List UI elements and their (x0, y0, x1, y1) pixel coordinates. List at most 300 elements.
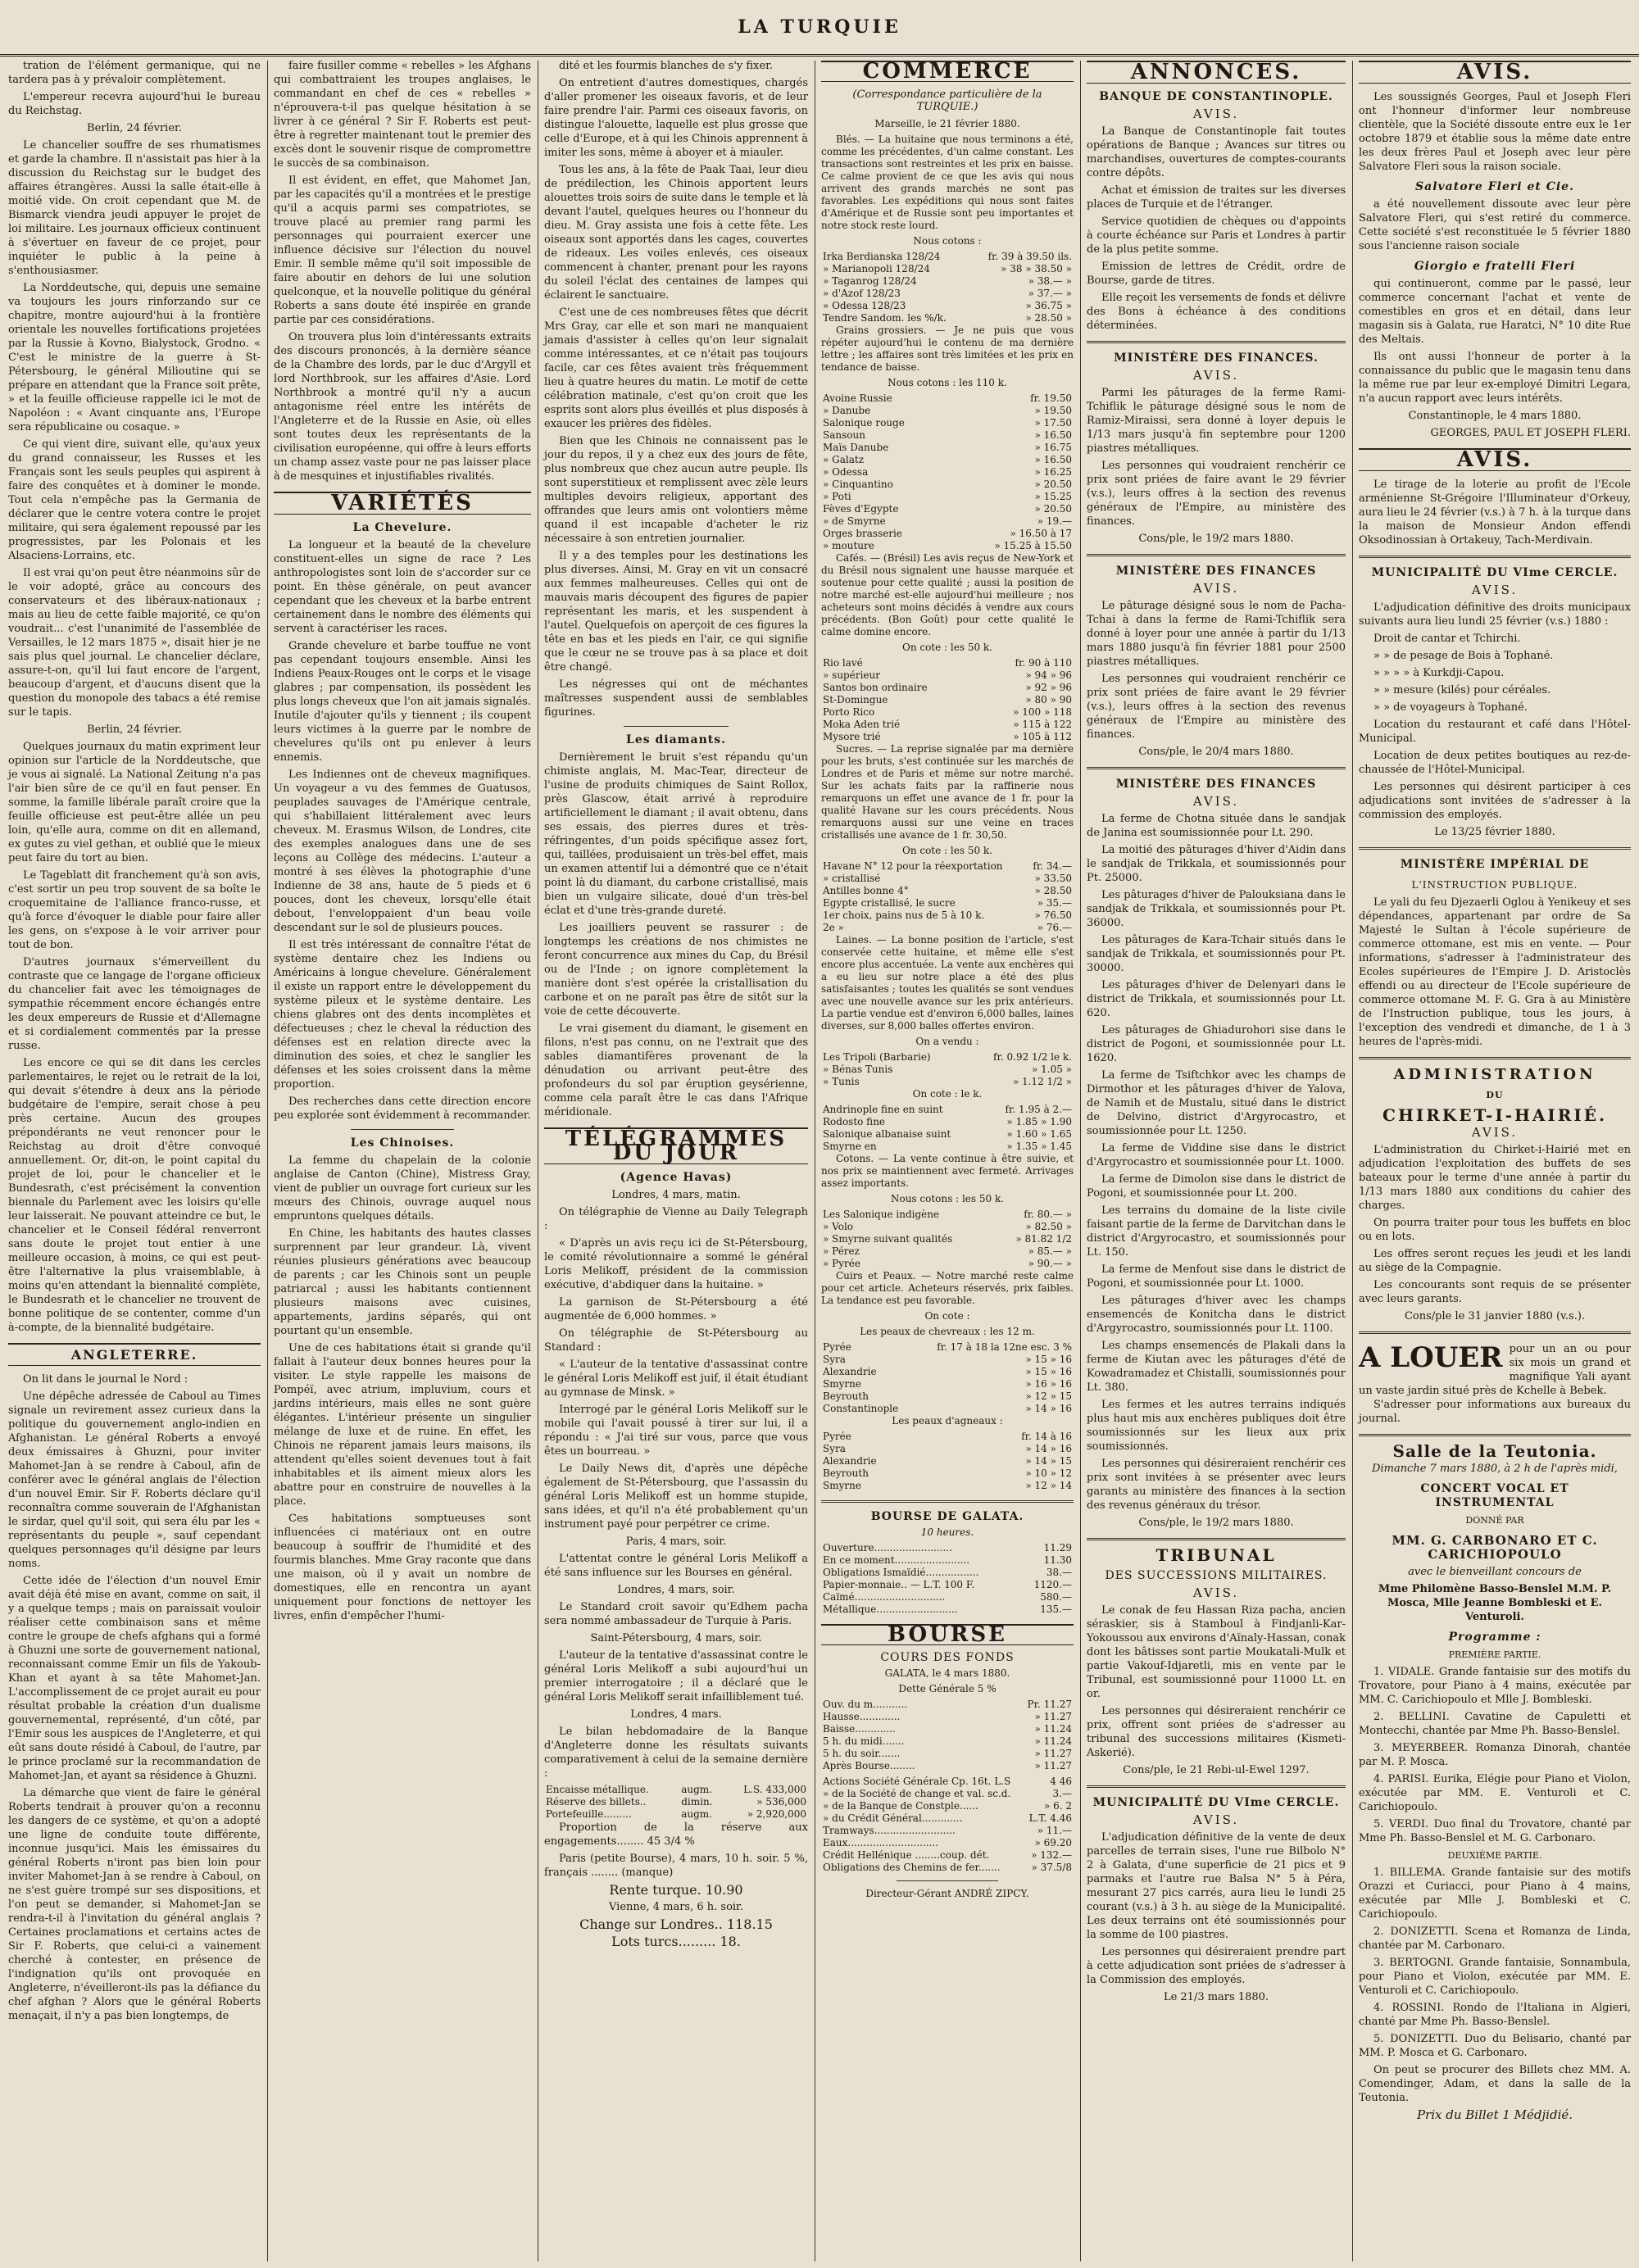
bank-direction: dimin. (681, 1796, 713, 1808)
list-item: Les pâturages d'hiver de Palouksiana dans le sandjak de Trikkala, et soumissionnés pour Pt. 36000. (1087, 889, 1346, 929)
row-label: Salonique albanaise suint (823, 1128, 951, 1140)
section-heading-bourse: BOURSE (821, 1624, 1074, 1645)
row-value: » 82.50 » (1025, 1221, 1072, 1232)
row-label: Orges brasserie (823, 528, 902, 539)
row-value: » 81.82 1/2 (1015, 1233, 1072, 1245)
table-row (821, 1455, 1074, 1467)
table-row (544, 1784, 808, 1796)
row-value: » 69.20 (1034, 1837, 1072, 1848)
paragraph: Ces habitations somptueuses sont influencées ci matériaux ont en outre beaucoup à souffrir de l'humidité et des fourmis blanches. Mme Gray raconte que dans une maison, où il y avait un nombre de domestiques, elle en rencontra un ayant uniquement pour fonctions de nettoyer les livres, enfin d'empêcher l'humi- (274, 1513, 531, 1622)
paragraph: Le yali du feu Djezaerli Oglou à Yenikeuy et ses dépendances, appartenant par ordre de Sa Majesté le Sultan à l'école supérieure de commerce ottomane, est mis en vente. — Pour informations, s'adresser à l'administrateur des Ecoles supérieures de l'Empire J. D. Aristoclès effendi ou au directeur de l'Ecole supérieure de commerce ottomane M. F. G. Gra à au Ministère de l'Instruction publique, tous les jours, à l'exception des vendredi et dimanche, de 1 à 3 heures de l'après-midi. (1359, 896, 1631, 1048)
table-row (821, 1760, 1074, 1772)
row-label: » Taganrog 128/24 (823, 275, 917, 287)
concert-performers: MM. G. CARBONARO ET C. CARICHIOPOULO (1392, 1533, 1598, 1562)
row-value: » 14 » 16 (1025, 1403, 1072, 1414)
row-label: » Pyrée (823, 1258, 860, 1269)
dateline: Londres, 4 mars, soir. (617, 1584, 735, 1596)
subheading-cours: COURS DES FONDS (880, 1651, 1015, 1664)
row-value: 1120.— (1033, 1579, 1072, 1590)
table-row (821, 706, 1074, 719)
paragraph: On télégraphie de Vienne au Daily Telegraph : (544, 1206, 808, 1232)
table-row (821, 540, 1074, 552)
row-label: » Cinquantino (823, 479, 893, 490)
row-value: » 1.12 1/2 » (1012, 1076, 1072, 1087)
notice-date: Cons/ple, le 20/4 mars 1880. (1138, 746, 1294, 758)
avis-label: AVIS. (1192, 581, 1240, 596)
table-row (821, 1104, 1074, 1116)
price-table-cafes (821, 657, 1074, 743)
divider (821, 1500, 1074, 1503)
row-value: » 80 » 90 (1025, 694, 1072, 705)
row-label: » Smyrne suivant qualités (823, 1233, 953, 1245)
row-value: 4 46 (1050, 1776, 1072, 1787)
paragraph: Le pâturage désigné sous le nom de Pacha-Tchai à dans la ferme de Rami-Tchiflik sera donné à loyer pour une année à partir du 1/13 mars 1880 jusqu'à fin février 1881 pour 2500 piastres métalliques. (1087, 600, 1346, 668)
paragraph: Proportion de la réserve aux engagements........ 45 3/4 % (544, 1821, 808, 1848)
table-row (821, 1748, 1074, 1760)
list-item: 4. PARISI. Eurika, Elégie pour Piano et Violon, exécutée par MM. E. Venturoli et C. Carichiopoulo. (1359, 1773, 1631, 1813)
paragraph: Grande chevelure et barbe touffue ne vont pas cependant toujours ensemble. Ainsi les Indiens Peaux-Rouges ont le corps et le visage glabres ; par compensation, ils possèdent les plus longs cheveux que l'on ait jamais signalés. Inutile d'ajouter qu'ils y tiennent ; ils coupent leurs victimes à la guerre par le nombre de chevelures qu'ils ont pu enlever à leurs ennemis. (274, 640, 531, 764)
programme-list-2 (1359, 1866, 1631, 2060)
row-label: Les Salonique indigène (823, 1209, 940, 1220)
notice-title-salle: Salle de la Teutonia. (1392, 1441, 1597, 1461)
bank-value: » 2,920,000 (747, 1808, 806, 1820)
dateline: Saint-Pétersbourg, 4 mars, soir. (590, 1632, 762, 1644)
table-row (821, 1776, 1074, 1788)
rente-turque: Rente turque. 10.90 (609, 1882, 743, 1898)
notice-title-chirket: CHIRKET-I-HAIRIÉ. (1382, 1105, 1607, 1125)
row-label: Actions Société Générale Cp. 16t. L.S (823, 1776, 1011, 1787)
row-value: » 90.— » (1028, 1258, 1072, 1269)
notice-date: Cons/ple, le 21 Rebi-ul-Ewel 1297. (1123, 1764, 1310, 1776)
row-label: Havane N° 12 pour la réexportation (823, 860, 1003, 872)
list-item: » » mesure (kilés) pour céréales. (1373, 684, 1551, 696)
table-row (821, 417, 1074, 429)
paragraph: Parmi les pâturages de la ferme Rami-Tchiflik le pâturage désigné sous le nom de Ramiz-Miraissi, sera donné à loyer depuis le 1/13 mars jusqu'à fin septembre pour 1200 piastres métalliques. (1087, 387, 1346, 455)
row-label: » Poti (823, 491, 851, 502)
notice-date: Cons/ple, le 19/2 mars 1880. (1138, 1517, 1294, 1529)
table-row (821, 1862, 1074, 1874)
paragraph: Les soussignés Georges, Paul et Joseph Fleri ont l'honneur d'informer leur nombreuse clientèle, que la Société dissoute entre eux le 1er octobre 1879 et établie sous la même date entre les deux frères Paul et Joseph avec leur père Salvatore Fleri sous la raison sociale. (1359, 91, 1631, 173)
row-label: Baisse............. (823, 1723, 896, 1735)
section-heading-commerce: COMMERCE (821, 61, 1074, 82)
table-row (821, 1711, 1074, 1723)
table-row (821, 1051, 1074, 1064)
list-item: La ferme de Chotna située dans le sandjak de Janina est soumissionnée pour Lt. 290. (1087, 813, 1346, 839)
table-row (821, 1467, 1074, 1480)
table-row (821, 251, 1074, 263)
row-label: » de Smyrne (823, 515, 886, 527)
row-label: Smyrne (823, 1378, 861, 1390)
row-value: » 15.25 (1034, 491, 1072, 502)
table-row (821, 1221, 1074, 1233)
row-value: » 38 » 38.50 » (1001, 263, 1072, 274)
louer-heading: A LOUER (1359, 1342, 1503, 1374)
row-label: » d'Azof 128/23 (823, 288, 901, 299)
row-value: » 100 » 118 (1013, 706, 1072, 718)
list-item: La moitié des pâturages d'hiver d'Aidin dans le sandjak de Trikkala, et soumissionnés pour Pt. 25000. (1087, 844, 1346, 884)
row-label: Alexandrie (823, 1455, 877, 1467)
table-row (821, 1849, 1074, 1862)
paragraph: La longueur et la beauté de la chevelure constituent-elles un signe de race ? Les anthropologistes sont loin de s'accorder sur ce point. En thèse générale, on peut avancer cependant que les cheveux et la barbe entrent certainement dans le nombre des éléments qui servent à caractériser les races. (274, 539, 531, 635)
list-item: 2. BELLINI. Cavatine de Capuletti et Montecchi, chantée par Mme Ph. Basso-Benslel. (1359, 1711, 1631, 1737)
divider (1359, 1057, 1631, 1059)
row-value: » 16.50 (1034, 429, 1072, 441)
divider (351, 1129, 454, 1130)
paragraph: On peut se procurer des Billets chez MM. A. Comendinger, Adam, et dans la salle de la Teutonia. (1359, 2064, 1631, 2104)
row-label: St-Domingue (823, 694, 888, 705)
paragraph: Une de ces habitations était si grande qu'il fallait à l'auteur deux bonnes heures pour la visiter. Le style rappelle les maisons de Pompéï, avec atrium, impluvium, cours et jardins intérieurs, mais elles ne sont guère élégantes. L'intérieur présente un singulier mélange de luxe et de ruine. En effet, les Chinois ne réparent jamais leurs maisons, ils attendent qu'elles soient devenues tout à fait inhabitables et ils aiment mieux alors les abattre pour en construire de nouvelles à la place. (274, 1342, 531, 1508)
row-label: » Tunis (823, 1076, 860, 1087)
notice-date: Cons/ple, le 19/2 mars 1880. (1138, 533, 1294, 545)
table-row (821, 1443, 1074, 1455)
paragraph: Le conak de feu Hassan Riza pacha, ancien séraskier, sis à Stamboul à Findjanli-Kar-Yokoussou aux environs d'Aïnaly-Hassan, conak dont les bâtisses sont partie Moukatali-Mulk et partie Vakouf-Idjaretli, mis en vente par le Tribunal, est soumissionné pour 11000 Lt. en or. (1087, 1604, 1346, 1700)
list-item: Les champs ensemencés de Plakali dans la ferme de Kiutan avec les pâturages d'été de Kowadramadez et Chistalli, soumissionnés pour Lt. 380. (1087, 1340, 1346, 1394)
article-title-chinoises: Les Chinoises. (350, 1136, 455, 1150)
table-row (544, 1796, 808, 1808)
row-value: » 19.50 (1034, 405, 1072, 416)
list-item: » » » » à Kurkdji-Capou. (1373, 667, 1505, 679)
row-value: » 20.50 (1034, 479, 1072, 490)
paragraph: D'autres journaux s'émerveillent du contraste que ce langage de l'organe officieux du chancelier fait avec les témoignages de sympathie récemment encore échangés entre les deux empereurs de Russie et d'Allemagne et si cordialement commentés par la presse russe. (8, 956, 261, 1052)
bank-value: L.S. 433,000 (743, 1784, 806, 1795)
paragraph: Il y a des temples pour les destinations les plus diverses. Ainsi, M. Gray en vit un consacré aux femmes malheureuses. Celles qui ont de mauvais maris découpent des figures de papier représentant les maris, et les suspendent à l'autel. Quelquefois on aperçoit de ces figures la tête en bas et les pieds en l'air, ce qui signifie que le cœur ne se trouve pas à sa place et doit être changé. (544, 550, 808, 674)
paragraph: Les Indiennes ont de cheveux magnifiques. Un voyageur a vu des femmes de Guatusos, peuplades sauvages de l'Amérique centrale, qui s'habillaient littéralement avec leurs cheveux. M. Erasmus Wilson, de Londres, cite des exemples analogues dans une de ses leçons au Collège des médecins. L'auteur a montré à ses élèves la photographie d'une Indienne de 38 ans, haute de 5 pieds et 6 pouces, dont les cheveux, lorsqu'elle était debout, l'enveloppaient d'un beau voile descendant sur le sol de plusieurs pouces. (274, 769, 531, 934)
table-row (821, 657, 1074, 669)
row-value: » 14 » 15 (1025, 1455, 1072, 1467)
paragraph: Achat et émission de traites sur les diverses places de Turquie et de l'étranger. (1087, 184, 1346, 211)
row-label: Sansoun (823, 429, 865, 441)
paragraph: Interrogé par le général Loris Melikoff sur le mobile qui l'avait poussé à tirer sur lui, il a répondu : « J'ai tiré sur vous, parce que vous êtes un bourreau. » (544, 1404, 808, 1458)
bank-direction: augm. (681, 1784, 712, 1795)
paragraph: Le vrai gisement du diamant, le gisement en filons, n'est pas connu, on ne l'extrait que des sables diamantifères provenant de la dénudation ou arrivant peut-être des profondeurs du sol par éruption geysérienne, comme cela paraît être le cas dans l'Afrique méridionale. (544, 1023, 808, 1118)
bank-label: Portefeuille......... (546, 1808, 632, 1820)
paragraph: Le Daily News dit, d'après une dépêche également de St-Pétersbourg, que l'assassin du général Loris Melikoff est un homme stupide, sans idées, et qu'il n'a été probablement qu'un instrument payé pour perpétrer ce crime. (544, 1463, 808, 1531)
list-item: 5. VERDI. Duo final du Trovatore, chanté par Mme Ph. Basso-Benslel et M. G. Carbonaro. (1359, 1818, 1631, 1844)
list-item: » » de voyageurs à Tophané. (1373, 701, 1528, 714)
list-item: Droit de cantar et Tchirchi. (1373, 633, 1521, 645)
row-label: 1er choix, pains nus de 5 à 10 k. (823, 909, 985, 921)
list-item: Les terrains du domaine de la liste civile faisant partie de la ferme de Darvitchan dans le district d'Argyrocastro, et soumissionnés pour Lt. 150. (1087, 1204, 1346, 1259)
row-label: Rio lavé (823, 657, 863, 669)
dateline: Paris, 4 mars, soir. (625, 1535, 727, 1548)
paragraph: Les négresses qui ont de méchantes maîtresses suspendent aussi de semblables figurines. (544, 678, 808, 719)
price-table-dette (821, 1699, 1074, 1772)
row-value: » 76.50 (1034, 909, 1072, 921)
table-caption: Nous cotons : les 50 k. (890, 1193, 1005, 1204)
row-label: Pyrée (823, 1431, 851, 1442)
table-caption: Nous cotons : les 110 k. (888, 377, 1007, 388)
row-label: 5 h. du soir....... (823, 1748, 901, 1759)
table-row (821, 1258, 1074, 1270)
row-label: Ouverture......................... (823, 1542, 952, 1554)
table-row (821, 300, 1074, 312)
paragraph: a été nouvellement dissoute avec leur père Salvatore Fleri, qui s'est retiré du commerce. Cette société s'est reconstituée le 5 février 1880 sous l'ancienne raison sociale (1359, 198, 1631, 252)
ferme-list (1087, 812, 1346, 1513)
divider (1359, 847, 1631, 850)
row-label: Irka Berdianska 128/24 (823, 251, 941, 262)
row-label: 2e » (823, 922, 844, 933)
paragraph: Dernièrement le bruit s'est répandu qu'un chimiste anglais, M. Mac-Tear, directeur de l'usine de produits chimiques de Saint Rollox, près Glascow, était arrivé à reproduire artificiellement le diamant ; il avait obtenu, dans ses essais, des pierres dures et très-réfringentes, d'un poids spécifique assez fort, qui, taillées, produisaient un très-bel effet, mais un examen attentif lui a démontré que ce n'était point là du diamant, du carbone cristallisé, mais bien un vulgaire silicate, doué d'un très-bel éclat et d'une très-grande dureté. (544, 751, 808, 917)
programme-list-1 (1359, 1665, 1631, 1845)
price-table-laines (821, 1051, 1074, 1088)
notice-title-tribunal: TRIBUNAL (1155, 1545, 1277, 1565)
paragraph: La femme du chapelain de la colonie anglaise de Canton (Chine), Mistress Gray, vient de publier un ouvrage fort curieux sur les mœurs des Chinois, ouvrage auquel nous empruntons quelques détails. (274, 1154, 531, 1222)
table-row (821, 528, 1074, 540)
row-value: » 16.75 (1034, 442, 1072, 453)
row-value: 580.— (1040, 1591, 1072, 1603)
avis-label: AVIS. (1471, 583, 1519, 597)
avis-label: AVIS. (1471, 1125, 1519, 1140)
row-label: Syra (823, 1354, 846, 1365)
paragraph: Le bilan hebdomadaire de la Banque d'Angleterre donne les résultats suivants comparativement à celui de la semaine dernière : (544, 1726, 808, 1780)
row-value: » 132.— (1031, 1849, 1072, 1861)
row-label: » du Crédit Général............. (823, 1812, 963, 1824)
paragraph: On entretient d'autres domestiques, chargés d'aller promener les oiseaux favoris, et de leur faire prendre l'air. Parmi ces oiseaux favoris, on distingue l'alouette, laquelle est plus grosse que celle d'Europe, et à qui les Chinois apprennent à imiter les sons, même à aboyer et à miauler. (544, 77, 808, 159)
newspaper-title: LA TURQUIE (738, 16, 901, 38)
notice-date: Cons/ple le 31 janvier 1880 (v.s.). (1404, 1310, 1586, 1322)
row-label: Tramways.......................... (823, 1825, 956, 1836)
list-item: Location du restaurant et café dans l'Hôtel-Municipal. (1359, 719, 1631, 745)
paragraph: L'auteur de la tentative d'assassinat contre le général Loris Melikoff a subi aujourd'hui un premier interrogatoire ; il a déclaré que le général Loris Melikoff serait infailliblement tué. (544, 1649, 808, 1703)
paragraph: Le tirage de la loterie au profit de l'Ecole arménienne St-Grégoire l'Illuminateur d'Orkeuy, aura lieu le 24 février (v.s.) à 7 h. à la turque dans la maison de Monsieur Andon effendi Oksodinossian à Ortakeuy, Tach-Merdivain. (1359, 479, 1631, 547)
row-label: Constantinople (823, 1403, 899, 1414)
row-label: Smyrne (823, 1480, 861, 1491)
table-row (821, 1788, 1074, 1800)
article-title-chevelure: La Chevelure. (352, 521, 452, 534)
row-value: » 16.25 (1034, 466, 1072, 478)
row-value: » 105 à 112 (1013, 731, 1072, 742)
paragraph: Le chancelier souffre de ses rhumatismes et garde la chambre. Il n'assistait pas hier à la discussion du Reichstag sur le budget des affaires étrangères. Aussi la salle était-elle à moitié vide. On croit cependant que M. de Bismarck viendra jeudi appuyer le projet de loi militaire. Les journaux officieux continuent à s'évertuer en faveur de ce projet, pour inquiéter le public à la peine à s'enthousiasmer. (8, 139, 261, 277)
row-label: » Volo (823, 1221, 854, 1232)
row-value: fr. 90 à 110 (1015, 657, 1072, 669)
bank-direction: augm. (681, 1808, 712, 1820)
paragraph: On pourra traiter pour tous les buffets en bloc ou en lots. (1359, 1217, 1631, 1243)
row-value: » 12 » 14 (1025, 1480, 1072, 1491)
table-row (821, 1567, 1074, 1579)
table-row (821, 1076, 1074, 1088)
column-commerce (816, 59, 1078, 2263)
paragraph: dité et les fourmis blanches de s'y fixer. (559, 60, 773, 72)
list-item: Les personnes qui désireraient renchérir ces prix sont invitées à se présenter avec leurs garants au ministère des finances à la section des revenus généraux du trésor. (1087, 1458, 1346, 1512)
list-item: Les pâturages de Ghiadurohori sise dans le district de Pogoni, et soumissionnée pour Lt. 1620. (1087, 1024, 1346, 1064)
table-row (821, 1735, 1074, 1748)
table-row (821, 1378, 1074, 1390)
table-row (821, 491, 1074, 503)
notice-title-ministere: MINISTÈRE DES FINANCES (1115, 565, 1317, 578)
bank-label: Encaisse métallique. (546, 1784, 649, 1795)
dateline: Vienne, 4 mars, 6 h. soir. (609, 1901, 743, 1913)
row-value: fr. 80.— » (1024, 1209, 1072, 1220)
row-value: » 1.85 » 1.90 (1006, 1116, 1072, 1127)
row-value: Pr. 11.27 (1027, 1699, 1072, 1710)
table-row (821, 1366, 1074, 1378)
agency-label: (Agence Havas) (620, 1171, 733, 1184)
paragraph: Il est évident, en effet, que Mahomet Jan, par les capacités qu'il a montrées et le prestige qu'il a acquis parmi ses compatriotes, se trouve placé au premier rang parmi les personnages qui pourraient exercer une influence décisive sur l'élection du nouvel Emir. Il semble même qu'il soit impossible de faire aboutir en dehors de lui une solution quelconque, et la nouvelle politique du général Roberts a sans doute été inspirée en grande partie par ces considérations. (274, 175, 531, 326)
paragraph: Ils ont aussi l'honneur de porter à la connaissance du public que le magasin tenu dans la même rue par leur ex-employé Dimitri Legara, n'a aucun rapport avec leurs intérêts. (1359, 351, 1631, 405)
programme-part: PREMIÈRE PARTIE. (1448, 1649, 1541, 1660)
list-item: Location de deux petites boutiques au rez-de-chaussée de l'Hôtel-Municipal. (1359, 750, 1631, 776)
section-heading-varietes: VARIÉTÉS (274, 492, 531, 515)
row-value: » 92 » 96 (1025, 682, 1072, 693)
dateline: Berlin, 24 février. (87, 723, 182, 736)
paragraph: Cafés. — (Brésil) Les avis reçus de New-York et du Brésil nous signalent une hausse marquée et soutenue pour cette qualité ; aussi la position de notre marché est-elle aujourd'hui meilleure ; nos acheteurs sont moins décidés à vendre aux cours précédents. (Bon Goût) pour cette qualité le calme domine encore. (821, 552, 1074, 637)
table-row (821, 275, 1074, 288)
dateline: GALATA, le 4 mars 1880. (884, 1667, 1010, 1679)
row-value: » 76.— (1037, 922, 1072, 933)
paragraph: Blés. — La huitaine que nous terminons a été, comme les précédentes, d'un calme constant. Les transactions sont restreintes et les prix en baisse. Ce calme provient de ce que les avis qui nous arrivent des grands marchés ne sont pas favorables. Les expéditions qui nous sont faites d'Amérique et de Russie sont peu importantes et notre stock reste lourd. (821, 134, 1074, 231)
notice-date: Le 21/3 mars 1880. (1163, 1991, 1269, 2003)
row-label: Papier-monnaie.. — L.T. 100 F. (823, 1579, 975, 1590)
table-row (821, 405, 1074, 417)
row-label: Egypte cristallisé, le sucre (823, 897, 956, 909)
paragraph: Il est vrai qu'on peut être néanmoins sûr de le voir adopté, grâce au concours des conservateurs et des libéraux-nationaux ; mais au lieu de cette faible majorité, ce qu'on voudrait... c'est l'unanimité de l'assemblée de Versailles, le 12 mars 1875 », disait hier je ne sais plus quel journal. Le chancelier déclare, assure-t-on, qu'il lui faut encore de l'argent, beaucoup d'argent, et d'aucuns disent que la question du monopole des tabacs a été remise sur le tapis. (8, 567, 261, 719)
table-row (821, 1837, 1074, 1849)
row-value: » 11.24 (1034, 1735, 1072, 1747)
paragraph: Les personnes qui voudraient renchérir ce prix sont priées de faire avant le 29 février (v.s.), leurs offres à la section des revenus généraux de l'Empire, au ministère des finances. (1087, 460, 1346, 528)
table-row (821, 1209, 1074, 1221)
list-item: Les fermes et les autres terrains indiqués plus haut mis aux enchères publiques doit être soumissionnés sur les lieux aux prix soumissionnés. (1087, 1399, 1346, 1453)
dateline: Berlin, 24 février. (87, 122, 182, 134)
table-row (821, 1723, 1074, 1735)
table-row (821, 1064, 1074, 1076)
bank-table (544, 1784, 808, 1821)
row-value: » 11.27 (1034, 1760, 1072, 1771)
paragraph: En Chine, les habitants des hautes classes surprennent par leur grandeur. Là, vivent réunies plusieurs générations avec beaucoup de parents ; car les Chinois sont un peuple patriarcal ; aussi les habitants contiennent plusieurs maisons avec cuisines, appartements, jardins séparés, qui ont pourtant qu'un ensemble. (274, 1227, 531, 1337)
firm-name: Salvatore Fleri et Cie. (1415, 180, 1574, 193)
price-table-sucres (821, 860, 1074, 934)
column-annonces (1082, 59, 1351, 2263)
section-heading-avis: AVIS. (1359, 448, 1631, 471)
row-value: » 6. 2 (1043, 1800, 1072, 1812)
table-row (821, 1542, 1074, 1554)
concert-title: CONCERT VOCAL ET INSTRUMENTAL (1420, 1482, 1569, 1509)
notice-title-instruction: MINISTÈRE IMPÉRIAL DE (1400, 858, 1590, 871)
paragraph: Quelques journaux du matin expriment leur opinion sur l'article de la Norddeutsche, que je vous ai signalé. La National Zeitung n'a pas l'air bien sûre de ce qu'il en faut penser. En somme, la famille libérale paraît croire que la feuille officieuse est peut-être allée un peu loin, qu'elle aura, comme on dit en allemand, ex gutes zu viel gethan, et oublié que le mieux peut faire du tort au bien. (8, 741, 261, 864)
paragraph: La démarche que vient de faire le général Roberts tendrait à prouver qu'on a reconnu les dangers de ce système, et qu'on a adopté une ligne de conduite toute différente, inconnue jusqu'ici. Mais les émissaires du général Roberts n'iront pas bien loin pour inviter Mahomet-Jan à se rendre à Caboul, on ne s'est guère trompé sur ses dispositions, et l'on peut se demander, si Mahomet-Jan se rendra-t-il à l'invitation du général anglais ? Certaines proclamations et certains actes de Sir F. Roberts, que celui-ci a vainement cherché à contester, en présence de l'indignation qu'ils ont provoquée en Angleterre, n'éveilleront-ils pas la défiance du chef afghan ? Alors que le général Roberts menaçait, il n'y a pas bien longtemps, de (8, 1787, 261, 2022)
section-heading-telegrammes: TÉLÉGRAMMES DU JOUR (544, 1127, 808, 1164)
row-value: » 19.— (1037, 515, 1072, 527)
price-table-bles (821, 251, 1074, 324)
row-label: Après Bourse........ (823, 1760, 915, 1771)
table-row (821, 1116, 1074, 1128)
paragraph: Cette idée de l'élection d'un nouvel Emir avait déjà été mise en avant, comme on sait, il y a quelque temps ; mais on paraissait vouloir réaliser cette combinaison sans et même contre le groupe de chefs afghans qui a formé à Ghuzni une sorte de gouvernement national, reconnaissant comme Emir un fils de Yakoub-Khan et ayant à sa tête Mahomet-Jan. L'accomplissement de ce projet aurait eu pour résultat probable la création d'un dualisme gouvernemental, représenté, d'un côté, par l'Emir sous les auspices de l'Angleterre, et qui eût sans doute résidé à Caboul, de l'autre, par le prince proclamé sur la recommandation de Mahomet-Jan, et ayant sa résidence à Ghuzni. (8, 1575, 261, 1782)
table-row (821, 454, 1074, 466)
paragraph: pour un an ou pour six mois un grand et magnifique Yali ayant un vaste jardin situé près de Kchelle à Bebek. (1359, 1343, 1631, 1397)
lots-turcs: Lots turcs......... 18. (611, 1934, 741, 1949)
row-value: 135.— (1040, 1603, 1072, 1615)
row-value: L.T. 4.46 (1028, 1812, 1072, 1824)
paragraph: tration de l'élément germanique, qui ne tardera pas à y prévaloir complètement. (8, 60, 261, 86)
paragraph: L'administration du Chirket-i-Hairié met en adjudication l'exploitation des buffets de ses bateaux pour le terme d'une année à partir du 1/13 mars 1880 aux conditions du cahier des charges. (1359, 1144, 1631, 1212)
row-value: » 11.— (1037, 1825, 1072, 1836)
row-value: » 16.50 à 17 (1010, 528, 1072, 539)
list-item: » » de pesage de Bois à Tophané. (1373, 650, 1554, 662)
row-label: En ce moment........................ (823, 1554, 970, 1566)
divider (1359, 556, 1631, 558)
price-table-laines2 (821, 1104, 1074, 1153)
table-row (821, 1554, 1074, 1567)
row-value: » 28.50 » (1025, 312, 1072, 324)
row-value: 38.— (1046, 1567, 1072, 1578)
table-row (821, 263, 1074, 275)
row-value: fr. 34.— (1033, 860, 1072, 872)
row-label: Alexandrie (823, 1366, 877, 1377)
avis-label: AVIS. (1192, 1585, 1240, 1600)
row-label: Santos bon ordinaire (823, 682, 928, 693)
row-label: Rodosto fine (823, 1116, 886, 1127)
row-value: » 16 » 16 (1025, 1378, 1072, 1390)
list-item: Les pâturages d'hiver de Delenyari dans le district de Trikkala, et soumissionnés pour Lt. 620. (1087, 979, 1346, 1019)
row-label: Caïmé............................. (823, 1591, 946, 1603)
price-table-grains (821, 392, 1074, 552)
row-label: Beyrouth (823, 1467, 869, 1479)
row-value: » 16.50 (1034, 454, 1072, 465)
divider (1087, 1538, 1346, 1540)
table-caption: On cote : (924, 1310, 970, 1322)
row-label: Avoine Russie (823, 392, 892, 404)
list-item: 1. VIDALE. Grande fantaisie sur des motifs du Trovatore, pour Piano à 4 mains, exécutée par MM. C. Carichiopoulo et Mlle J. Bombleski. (1359, 1666, 1631, 1706)
firm-name: Giorgio e fratelli Fleri (1414, 260, 1576, 273)
column-varietes (269, 59, 536, 2263)
row-value: fr. 1.95 à 2.— (1005, 1104, 1072, 1115)
paragraph: Le Standard croit savoir qu'Edhem pacha sera nommé ambassadeur de Turquie à Paris. (544, 1601, 808, 1627)
list-item: 3. BERTOGNI. Grande fantaisie, Sonnambula, pour Piano et Violon, exécutée par MM. E. Venturoli et C. Carichiopoulo. (1359, 1957, 1631, 1997)
row-label: Moka Aden trié (823, 719, 901, 730)
row-label: Eaux............................. (823, 1837, 939, 1848)
table-row (821, 1800, 1074, 1812)
table-row (821, 694, 1074, 706)
column-rule (1352, 61, 1353, 2261)
table-row (821, 1579, 1074, 1591)
paragraph: Le Tageblatt dit franchement qu'à son avis, c'est sortir un peu trop souvent de sa boîte le croquemitaine de l'alliance franco-russe, et qu'à force d'évoquer le diable pour faire aller les gens, on s'expose à le voir arriver pour tout de bon. (8, 869, 261, 951)
table-row (821, 1480, 1074, 1492)
row-value: » 28.50 (1034, 885, 1072, 896)
paragraph: « D'après un avis reçu ici de St-Pétersbourg, le comité révolutionnaire a sommé le général Loris Melikoff, président de la commission exécutive, d'abdiquer dans la huitaine. » (544, 1237, 808, 1291)
paragraph: Emission de lettres de Crédit, ordre de Bourse, garde de titres. (1087, 261, 1346, 287)
row-label: Pyrée (823, 1341, 851, 1353)
price-table-actions (821, 1776, 1074, 1874)
list-item: Les pâturages d'hiver avec les champs ensemencés de Konitcha dans le district d'Argyrocastro, soumissionnés pour Lt. 1100. (1087, 1295, 1346, 1335)
table-row (821, 897, 1074, 909)
programme-title: Programme : (1448, 1631, 1541, 1644)
notice-title-ministere: MINISTÈRE DES FINANCES. (1114, 352, 1319, 365)
table-row (821, 1603, 1074, 1616)
notice-title-administration: ADMINISTRATION (1393, 1066, 1596, 1083)
paragraph: Les personnes qui désireraient renchérir ce prix, offrent sont priées de s'adresser au tribunal des successions militaires (Kismeti-Askerié). (1087, 1705, 1346, 1759)
notice-date: Constantinople, le 4 mars 1880. (1408, 410, 1582, 422)
table-row (821, 1141, 1074, 1153)
avis-label: AVIS. (1192, 794, 1240, 809)
row-label: » mouture (823, 540, 874, 551)
table-row (821, 885, 1074, 897)
table-row (821, 1354, 1074, 1366)
table-caption: 10 heures. (920, 1526, 974, 1538)
paragraph: Grains grossiers. — Je ne puis que vous répéter aujourd'hui le contenu de ma dernière lettre ; les affaires sont très limitées et les prix en tendance de baisse. (821, 324, 1074, 373)
table-row (821, 922, 1074, 934)
droits-list (1359, 632, 1631, 777)
column-rule (1080, 61, 1081, 2261)
table-row (821, 1825, 1074, 1837)
concert-artists: Mme Philomène Basso-Benslel M.M. P. Mosca, Mlle Jeanne Bombleski et E. Venturoli. (1378, 1583, 1612, 1623)
table-caption: On a vendu : (915, 1036, 979, 1047)
column-politics (3, 59, 266, 2263)
paragraph: Elle reçoit les versements de fonds et délivre des Bons à échéance à des conditions déterminées. (1087, 292, 1346, 332)
row-value: 3.— (1052, 1788, 1072, 1799)
row-label: Obligations des Chemins de fer....... (823, 1862, 1001, 1873)
paragraph: Cuirs et Peaux. — Notre marché reste calme pour cet article. Acheteurs réservés, prix faibles. La tendance est peu favorable. (821, 1270, 1074, 1306)
row-value: fr. 17 à 18 la 12ne esc. 3 % (937, 1341, 1072, 1353)
paragraph: Les offres seront reçues les jeudi et les landi au siège de la Compagnie. (1359, 1248, 1631, 1274)
